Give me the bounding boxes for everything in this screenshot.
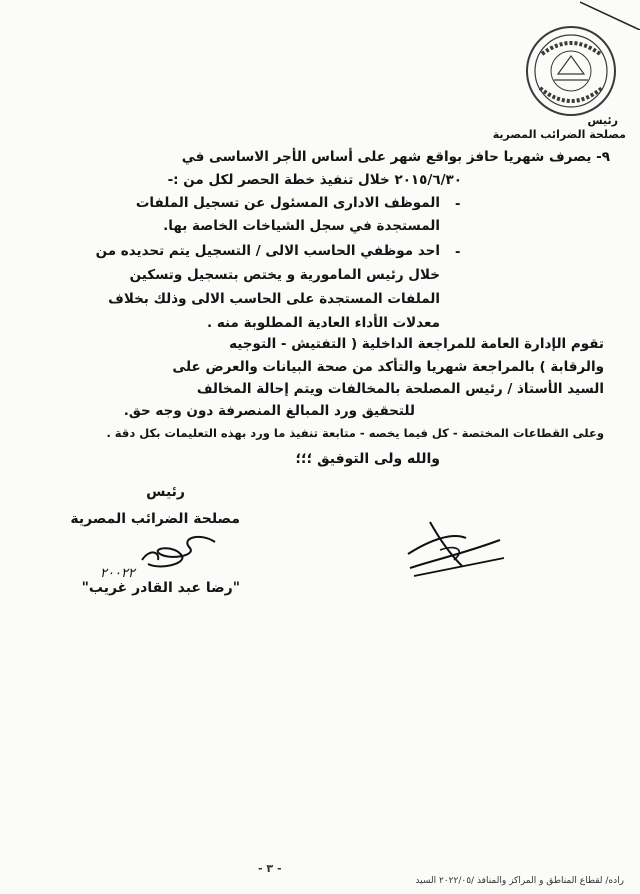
signature-scribble — [400, 510, 510, 590]
paragraph-line3: السيد الأستاذ / رئيس المصلحة بالمخالفات ويتم إحالة المخالف — [196, 381, 604, 397]
paragraph-line1: تقوم الإدارة العامة للمراجعة الداخلية ( التفتيش - التوجيه — [229, 336, 604, 352]
bullet-dash: - — [455, 245, 461, 260]
bullet2-line1: احد موظفي الحاسب الالى / التسجيل يتم تحديده من — [95, 243, 440, 259]
signature-title1: رئيس — [146, 484, 185, 500]
bullet2-line4: معدلات الأداء العادية المطلوبة منه . — [206, 315, 440, 331]
header-title-line1: رئيس — [587, 114, 618, 127]
signature-name: "رضا عبد القادر غريب" — [81, 580, 240, 596]
item9-line1: ٩- يصرف شهريا حافز بواقع شهر على أساس الأجر الاساسى في — [181, 149, 610, 165]
handwritten-initials — [120, 530, 240, 572]
bullet2-line3: الملفات المستجدة على الحاسب الالى وذلك بخلاف — [108, 291, 440, 307]
item9-line2: ٢٠١٥/٦/٣٠ خلال تنفيذ خطة الحصر لكل من :- — [167, 172, 462, 188]
closing-line1: وعلى القطاعات المختصة - كل فيما يخصه - متابعة تنفيذ ما ورد بهذه التعليمات بكل دقة . — [106, 426, 604, 440]
closing-line2: والله ولى التوفيق ؛؛؛ — [295, 451, 440, 467]
bullet1-line2: المستجدة في سجل الشياخات الخاصة بها. — [163, 218, 440, 234]
ministry-seal-icon — [524, 24, 618, 118]
signature-title2: مصلحة الضرائب المصرية — [70, 511, 240, 527]
paragraph-line2: والرقابة ) بالمراجعة شهريا والتأكد من صحة البيانات والعرض على — [172, 359, 604, 375]
handwritten-number: ٢٠٠٢٢ — [100, 566, 135, 581]
paragraph-line4: للتحقيق ورد المبالغ المنصرفة دون وجه حق. — [123, 403, 415, 419]
page-number: - ٣ - — [258, 862, 282, 875]
bullet2-line2: خلال رئيس المامورية و يختص بتسجيل وتسكين — [129, 267, 440, 283]
header-title-line2: مصلحة الضرائب المصرية — [492, 128, 626, 141]
bullet1-line1: الموظف الادارى المسئول عن تسجيل الملفات — [135, 195, 440, 211]
bullet-dash: - — [455, 197, 461, 212]
footer-reference: راده/ لقطاع المناطق و المراكز والمنافذ /٢٠٢٢/٠٥ السيد — [415, 876, 624, 886]
